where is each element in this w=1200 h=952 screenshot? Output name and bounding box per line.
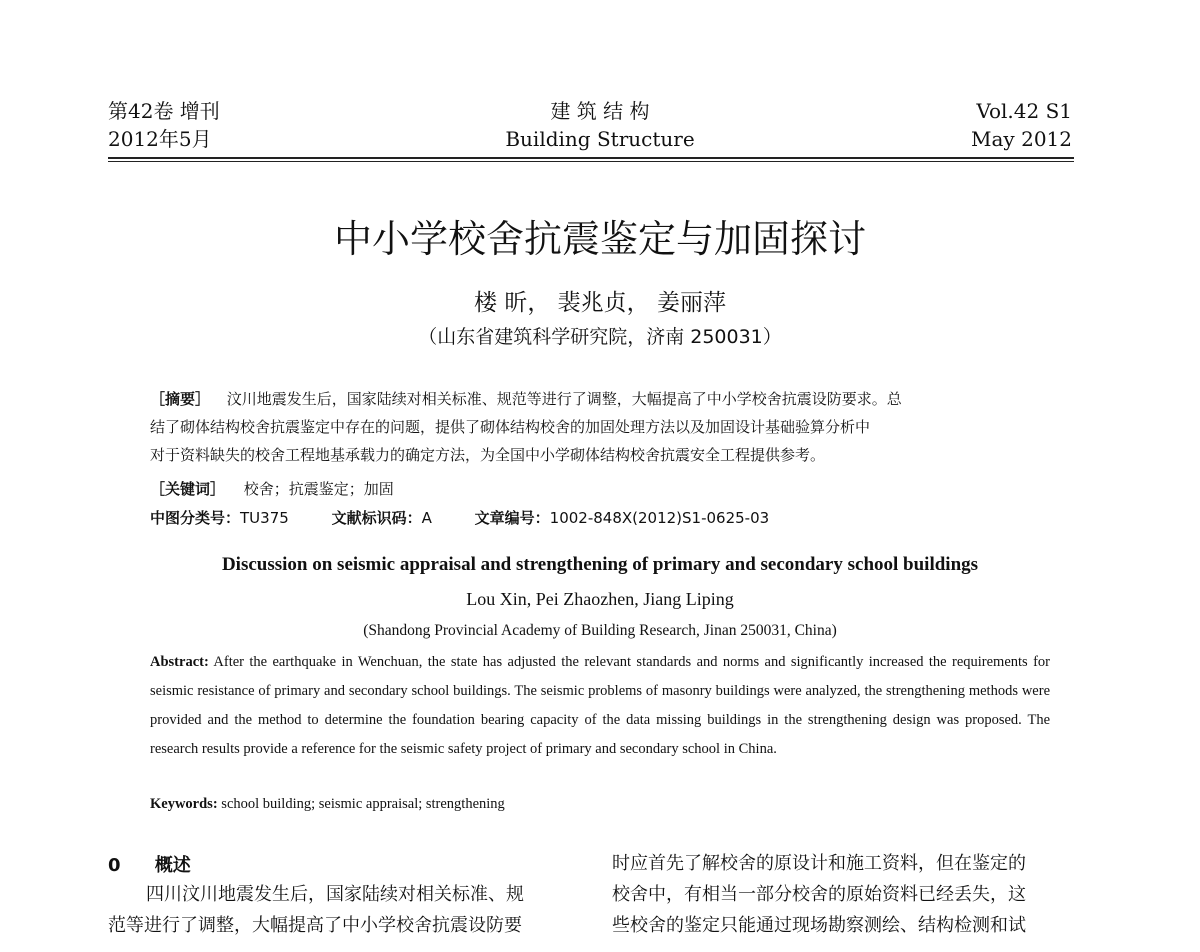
journal-date: 2012年5月 [108,127,212,151]
body-left-line-1: 四川汶川地震发生后，国家陆续对相关标准、规 [146,884,524,905]
keywords-en: Keywords: school building; seismic appraisal; strengthening [150,796,505,812]
body-right-line-2: 校舍中，有相当一部分校舍的原始资料已经丢失，这 [612,884,1026,905]
keywords-cn: ［关键词］ 校舍；抗震鉴定；加固 [150,480,394,498]
clc-number: TU375 [240,509,289,527]
abstract-cn-line-3: 对于资料缺失的校舍工程地基承载力的确定方法，为全国中小学砌体结构校舍抗震安全工程提供参考。 [150,446,826,464]
journal-name-cn: 建 筑 结 构 [550,99,650,123]
abstract-cn-line-2: 结了砌体结构校舍抗震鉴定中存在的问题，提供了砌体结构校舍的加固处理方法以及加固设计基础验算分析中 [150,418,871,436]
abstract-cn-line-1: ［摘要］ 汶川地震发生后，国家陆续对相关标准、规范等进行了调整，大幅提高了中小学校舍抗震设防要求。总 [150,390,902,408]
classification-line: 中图分类号：TU375 文献标识码：A 文章编号：1002-848X(2012)S1-0625-03 [150,509,770,527]
body-right-line-1: 时应首先了解校舍的原设计和施工资料，但在鉴定的 [612,853,1026,874]
authors-en: Lou Xin, Pei Zhaozhen, Jiang Liping [466,589,734,609]
volume-issue-en: Vol.42 S1 [976,99,1072,123]
abstract-en [150,648,1050,764]
keywords-cn-label: ［关键词］ [150,480,226,498]
section-number: 0 [108,855,121,876]
affiliation-cn: （山东省建筑科学研究院，济南 250031） [418,326,782,348]
journal-volume: 第42卷 增刊 [108,99,220,123]
article-number: 1002-848X(2012)S1-0625-03 [549,509,770,527]
header-rule [108,157,1074,159]
paper-title: 中小学校舍抗震鉴定与加固探讨 [333,217,866,261]
authors-cn: 楼 昕， 裴兆贞， 姜丽萍 [474,290,726,316]
body-left-line-2: 范等进行了调整，大幅提高了中小学校舍抗震设防要 [108,915,522,936]
journal-name-en: Building Structure [505,127,695,151]
abstract-cn-label: ［摘要］ [150,390,211,408]
abstract-en-label: Abstract: [150,654,209,670]
date-en: May 2012 [971,127,1072,151]
section-heading [108,851,191,877]
abstract-en-text: After the earthquake in Wenchuan, the state has adjusted the relevant standards and norms and significantly increased the requirements for seismic resistance of primary and secondary school buildings. The seismic problems of masonry buildings were analyzed, the strengthening methods were provided and the method to determine the foundation bearing capacity of the data missing buildings in the strengthening design was proposed. The research results provide a reference for the seismic safety project of primary and secondary school in China. [150,654,1050,757]
paper-title-en: Discussion on seismic appraisal and strengthening of primary and secondary school buildings [221,554,979,575]
body-right-line-3: 些校舍的鉴定只能通过现场勘察测绘、结构检测和试 [612,915,1026,936]
document-code: A [421,509,432,527]
section-title: 概述 [154,855,191,876]
affiliation-en: (Shandong Provincial Academy of Building Research, Jinan 250031, China) [363,622,837,639]
keywords-en-label: Keywords: [150,796,218,812]
header-rule-thin [108,161,1074,162]
